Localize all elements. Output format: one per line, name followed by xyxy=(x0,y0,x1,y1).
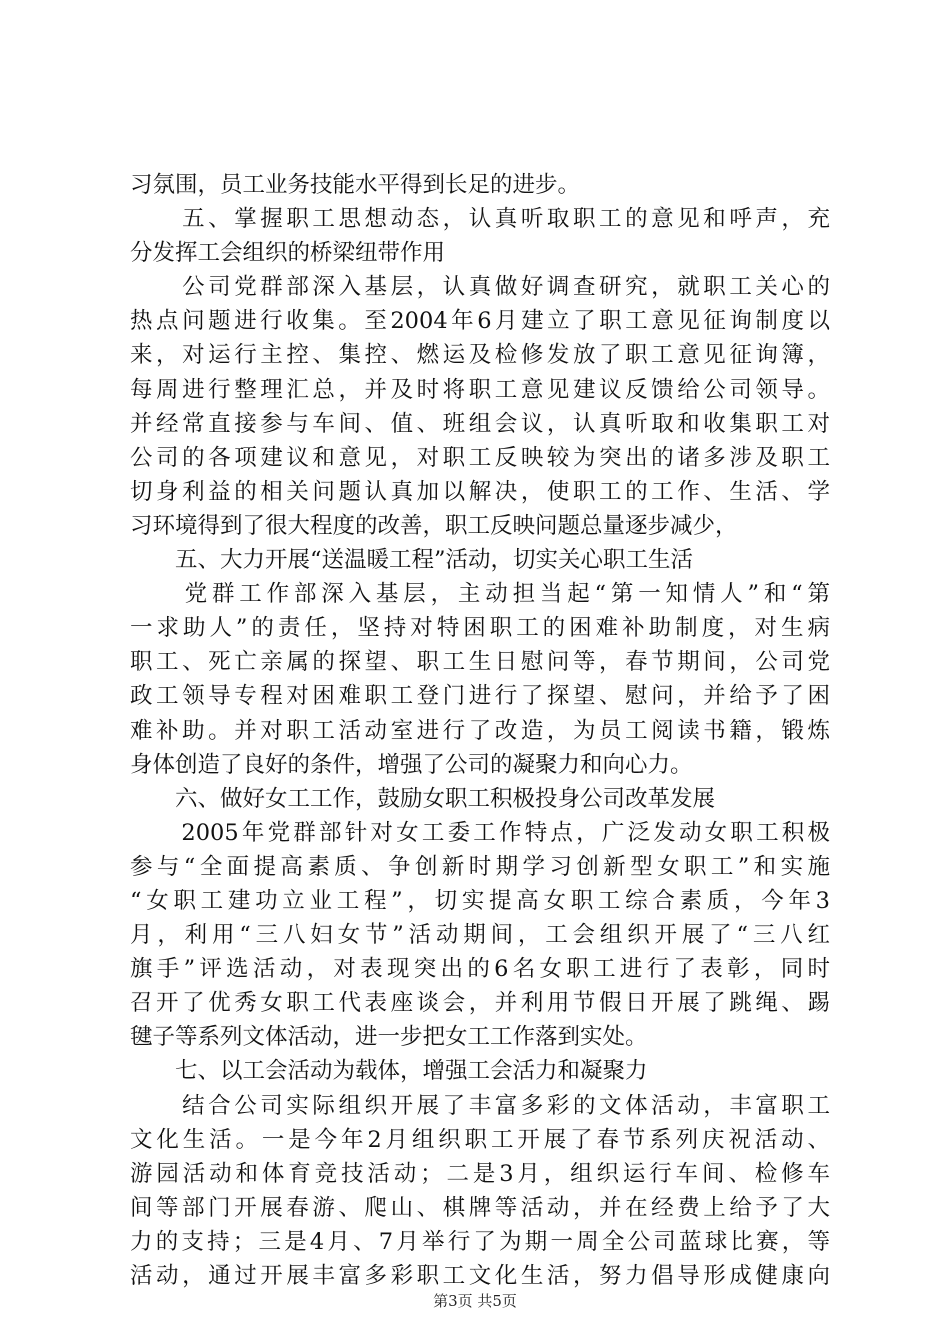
text-line: 力的支持；三是4月、7月举行了为期一周全公司蓝球比赛，等 xyxy=(130,1228,830,1255)
text-line: 身体创造了良好的条件，增强了公司的凝聚力和向心力。 xyxy=(130,751,693,778)
text-line: 分发挥工会组织的桥梁纽带作用 xyxy=(130,240,446,267)
text-line: 习环境得到了很大程度的改善，职工反映问题总量逐步减少， xyxy=(130,512,738,539)
text-line: 2005年党群部针对女工委工作特点，广泛发动女职工积极 xyxy=(130,819,830,846)
text-line: 旗手”评选活动，对表现突出的6名女职工进行了表彰，同时 xyxy=(130,956,830,983)
text-line: “女职工建功立业工程”，切实提高女职工综合素质，今年3 xyxy=(130,887,830,914)
page-footer: 第3页 共5页 xyxy=(433,1292,517,1310)
text-line: 五、掌握职工思想动态，认真听取职工的意见和呼声，充 xyxy=(130,206,830,233)
text-line: 六、做好女工工作，鼓励女职工积极投身公司改革发展 xyxy=(130,785,716,812)
text-line: 五、大力开展“送温暖工程”活动，切实关心职工生活 xyxy=(130,547,694,574)
text-line: 党群工作部深入基层，主动担当起“第一知情人”和“第 xyxy=(130,581,830,608)
text-line: 热点问题进行收集。至2004年6月建立了职工意见征询制度以 xyxy=(130,308,830,335)
text-line: 召开了优秀女职工代表座谈会，并利用节假日开展了跳绳、踢 xyxy=(130,990,830,1017)
text-line: 每周进行整理汇总，并及时将职工意见建议反馈给公司领导。 xyxy=(130,376,830,403)
text-line: 毽子等系列文体活动，进一步把女工工作落到实处。 xyxy=(130,1024,648,1051)
text-line: 结合公司实际组织开展了丰富多彩的文体活动，丰富职工 xyxy=(130,1092,830,1119)
text-line: 游园活动和体育竞技活动；二是3月，组织运行车间、检修车 xyxy=(130,1160,830,1187)
text-line: 并经常直接参与车间、值、班组会议，认真听取和收集职工对 xyxy=(130,410,830,437)
text-line: 职工、死亡亲属的探望、职工生日慰问等，春节期间，公司党 xyxy=(130,649,830,676)
text-line: 七、以工会活动为载体，增强工会活力和凝聚力 xyxy=(130,1058,648,1085)
text-line: 一求助人”的责任，坚持对特困职工的困难补助制度，对生病 xyxy=(130,615,830,642)
text-line: 公司的各项建议和意见，对职工反映较为突出的诸多涉及职工 xyxy=(130,444,830,471)
text-line: 参与“全面提高素质、争创新时期学习创新型女职工”和实施 xyxy=(130,853,830,880)
text-line: 习氛围，员工业务技能水平得到长足的进步。 xyxy=(130,172,581,198)
text-line: 政工领导专程对困难职工登门进行了探望、慰问，并给予了困 xyxy=(130,683,830,710)
document-body xyxy=(130,168,830,1293)
text-line: 月，利用“三八妇女节”活动期间，工会组织开展了“三八红 xyxy=(130,922,830,949)
text-line: 间等部门开展春游、爬山、棋牌等活动，并在经费上给予了大 xyxy=(130,1194,830,1221)
text-line: 公司党群部深入基层，认真做好调查研究，就职工关心的 xyxy=(130,274,830,301)
text-line: 来，对运行主控、集控、燃运及检修发放了职工意见征询簿， xyxy=(130,342,830,369)
text-line: 活动，通过开展丰富多彩职工文化生活，努力倡导形成健康向 xyxy=(130,1263,830,1289)
text-line: 难补助。并对职工活动室进行了改造，为员工阅读书籍，锻炼 xyxy=(130,717,830,744)
text-line: 文化生活。一是今年2月组织职工开展了春节系列庆祝活动、 xyxy=(130,1126,830,1153)
text-line: 切身利益的相关问题认真加以解决，使职工的工作、生活、学 xyxy=(130,478,830,505)
